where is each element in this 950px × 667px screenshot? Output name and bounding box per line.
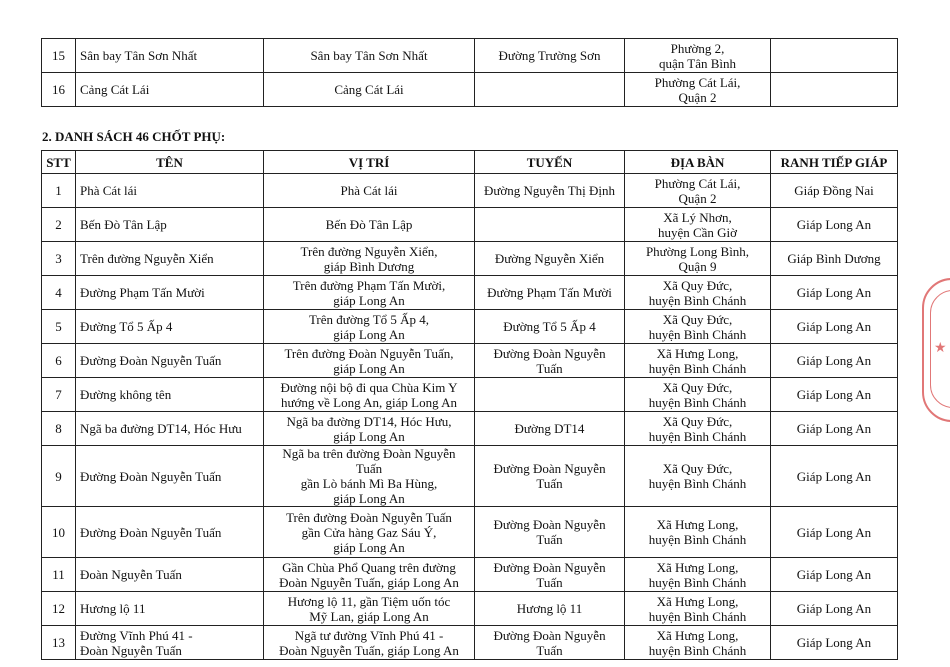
cell-vi-tri: Cảng Cát Lái — [264, 73, 475, 107]
table-row — [42, 39, 898, 73]
table-row — [42, 242, 898, 276]
cell-dia-ban: Xã Hưng Long, huyện Bình Chánh — [625, 507, 771, 558]
header-ranh: RANH TIẾP GIÁP — [771, 151, 898, 174]
table-row — [42, 73, 898, 107]
cell-ten: Cảng Cát Lái — [76, 73, 264, 107]
cell-dia-ban: Phường 2, quận Tân Bình — [625, 39, 771, 73]
cell-ten: Đường Tổ 5 Ấp 4 — [76, 310, 264, 344]
cell-vi-tri: Hương lộ 11, gần Tiệm uốn tóc Mỹ Lan, giáp Long An — [264, 592, 475, 626]
table-row — [42, 558, 898, 592]
cell-stt: 15 — [42, 39, 76, 73]
cell-tuyen: Đường Trường Sơn — [475, 39, 625, 73]
section-heading: 2. DANH SÁCH 46 CHỐT PHỤ: — [42, 129, 226, 144]
cell-ranh: Giáp Long An — [771, 626, 898, 660]
table-row — [42, 592, 898, 626]
cell-ten: Hương lộ 11 — [76, 592, 264, 626]
cell-ten: Đường Vĩnh Phú 41 - Đoàn Nguyễn Tuấn — [76, 626, 264, 660]
header-stt: STT — [42, 151, 76, 174]
header-vi-tri: VỊ TRÍ — [264, 151, 475, 174]
star-icon: ★ — [934, 341, 947, 356]
cell-ten: Bến Đò Tân Lập — [76, 208, 264, 242]
cell-vi-tri: Bến Đò Tân Lập — [264, 208, 475, 242]
cell-ten: Đường không tên — [76, 378, 264, 412]
cell-ten: Đường Đoàn Nguyễn Tuấn — [76, 446, 264, 507]
cell-ranh: Giáp Long An — [771, 446, 898, 507]
top-table-body — [42, 39, 898, 107]
table-row — [42, 174, 898, 208]
cell-dia-ban: Phường Cát Lái, Quận 2 — [625, 174, 771, 208]
cell-ranh — [771, 73, 898, 107]
cell-stt: 3 — [42, 242, 76, 276]
cell-tuyen: Đường Đoàn Nguyễn Tuấn — [475, 446, 625, 507]
table-row — [42, 626, 898, 660]
header-ten: TÊN — [76, 151, 264, 174]
table-row — [42, 344, 898, 378]
cell-stt: 6 — [42, 344, 76, 378]
cell-ten: Đường Phạm Tấn Mười — [76, 276, 264, 310]
cell-dia-ban: Xã Quy Đức, huyện Bình Chánh — [625, 412, 771, 446]
cell-tuyen: Hương lộ 11 — [475, 592, 625, 626]
cell-tuyen — [475, 208, 625, 242]
cell-vi-tri: Trên đường Nguyễn Xiển, giáp Bình Dương — [264, 242, 475, 276]
table-row — [42, 276, 898, 310]
cell-ranh: Giáp Long An — [771, 378, 898, 412]
cell-tuyen: Đường Nguyễn Thị Định — [475, 174, 625, 208]
cell-dia-ban: Xã Hưng Long, huyện Bình Chánh — [625, 344, 771, 378]
cell-tuyen: Đường Phạm Tấn Mười — [475, 276, 625, 310]
cell-ranh: Giáp Long An — [771, 310, 898, 344]
cell-vi-tri: Đường nội bộ đi qua Chùa Kim Y hướng về Long An, giáp Long An — [264, 378, 475, 412]
cell-ranh: Giáp Long An — [771, 558, 898, 592]
table-row — [42, 378, 898, 412]
red-seal-stamp — [922, 278, 950, 422]
cell-ranh: Giáp Long An — [771, 344, 898, 378]
cell-tuyen: Đường Nguyễn Xiển — [475, 242, 625, 276]
cell-ranh: Giáp Long An — [771, 507, 898, 558]
cell-dia-ban: Phường Cát Lái, Quận 2 — [625, 73, 771, 107]
cell-stt: 7 — [42, 378, 76, 412]
cell-ranh: Giáp Đồng Nai — [771, 174, 898, 208]
main-table — [41, 150, 898, 660]
cell-tuyen: Đường Đoàn Nguyễn Tuấn — [475, 344, 625, 378]
cell-ranh: Giáp Long An — [771, 592, 898, 626]
cell-vi-tri: Trên đường Tổ 5 Ấp 4, giáp Long An — [264, 310, 475, 344]
cell-ten: Sân bay Tân Sơn Nhất — [76, 39, 264, 73]
cell-stt: 10 — [42, 507, 76, 558]
cell-dia-ban: Xã Lý Nhơn, huyện Cần Giờ — [625, 208, 771, 242]
table-row — [42, 412, 898, 446]
cell-ranh — [771, 39, 898, 73]
table-row — [42, 310, 898, 344]
cell-ten: Trên đường Nguyễn Xiển — [76, 242, 264, 276]
cell-dia-ban: Xã Quy Đức, huyện Bình Chánh — [625, 446, 771, 507]
cell-vi-tri: Ngã tư đường Vĩnh Phú 41 - Đoàn Nguyễn Tuấn, giáp Long An — [264, 626, 475, 660]
cell-ten: Ngã ba đường DT14, Hóc Hưu — [76, 412, 264, 446]
top-table — [41, 38, 898, 107]
cell-vi-tri: Ngã ba đường DT14, Hóc Hưu, giáp Long An — [264, 412, 475, 446]
cell-dia-ban: Xã Quy Đức, huyện Bình Chánh — [625, 310, 771, 344]
header-tuyen: TUYẾN — [475, 151, 625, 174]
cell-stt: 2 — [42, 208, 76, 242]
cell-vi-tri: Phà Cát lái — [264, 174, 475, 208]
cell-stt: 12 — [42, 592, 76, 626]
main-table-body — [42, 174, 898, 660]
cell-stt: 5 — [42, 310, 76, 344]
cell-tuyen — [475, 378, 625, 412]
cell-ranh: Giáp Bình Dương — [771, 242, 898, 276]
cell-stt: 9 — [42, 446, 76, 507]
cell-tuyen: Đường Đoàn Nguyễn Tuấn — [475, 558, 625, 592]
cell-dia-ban: Xã Quy Đức, huyện Bình Chánh — [625, 378, 771, 412]
cell-stt: 1 — [42, 174, 76, 208]
cell-ranh: Giáp Long An — [771, 208, 898, 242]
cell-ten: Đoàn Nguyễn Tuấn — [76, 558, 264, 592]
table-row — [42, 208, 898, 242]
cell-ten: Phà Cát lái — [76, 174, 264, 208]
cell-ranh: Giáp Long An — [771, 412, 898, 446]
cell-ten: Đường Đoàn Nguyễn Tuấn — [76, 344, 264, 378]
table-row — [42, 507, 898, 558]
cell-vi-tri: Trên đường Phạm Tấn Mười, giáp Long An — [264, 276, 475, 310]
header-dia-ban: ĐỊA BÀN — [625, 151, 771, 174]
cell-tuyen: Đường Đoàn Nguyễn Tuấn — [475, 507, 625, 558]
cell-dia-ban: Xã Hưng Long, huyện Bình Chánh — [625, 626, 771, 660]
cell-dia-ban: Xã Quy Đức, huyện Bình Chánh — [625, 276, 771, 310]
cell-stt: 8 — [42, 412, 76, 446]
cell-vi-tri: Sân bay Tân Sơn Nhất — [264, 39, 475, 73]
cell-tuyen: Đường Đoàn Nguyễn Tuấn — [475, 626, 625, 660]
cell-tuyen: Đường Tổ 5 Ấp 4 — [475, 310, 625, 344]
cell-stt: 4 — [42, 276, 76, 310]
cell-dia-ban: Xã Hưng Long, huyện Bình Chánh — [625, 558, 771, 592]
cell-vi-tri: Gần Chùa Phổ Quang trên đường Đoàn Nguyễn Tuấn, giáp Long An — [264, 558, 475, 592]
cell-vi-tri: Ngã ba trên đường Đoàn Nguyễn Tuấn gần Lò bánh Mì Ba Hùng, giáp Long An — [264, 446, 475, 507]
cell-stt: 13 — [42, 626, 76, 660]
cell-stt: 16 — [42, 73, 76, 107]
cell-tuyen — [475, 73, 625, 107]
cell-dia-ban: Xã Hưng Long, huyện Bình Chánh — [625, 592, 771, 626]
cell-ranh: Giáp Long An — [771, 276, 898, 310]
header-row — [42, 151, 898, 174]
cell-vi-tri: Trên đường Đoàn Nguyễn Tuấn, giáp Long An — [264, 344, 475, 378]
cell-stt: 11 — [42, 558, 76, 592]
cell-tuyen: Đường DT14 — [475, 412, 625, 446]
table-row — [42, 446, 898, 507]
cell-dia-ban: Phường Long Bình, Quận 9 — [625, 242, 771, 276]
cell-ten: Đường Đoàn Nguyễn Tuấn — [76, 507, 264, 558]
cell-vi-tri: Trên đường Đoàn Nguyễn Tuấn gần Cửa hàng Gaz Sáu Ý, giáp Long An — [264, 507, 475, 558]
